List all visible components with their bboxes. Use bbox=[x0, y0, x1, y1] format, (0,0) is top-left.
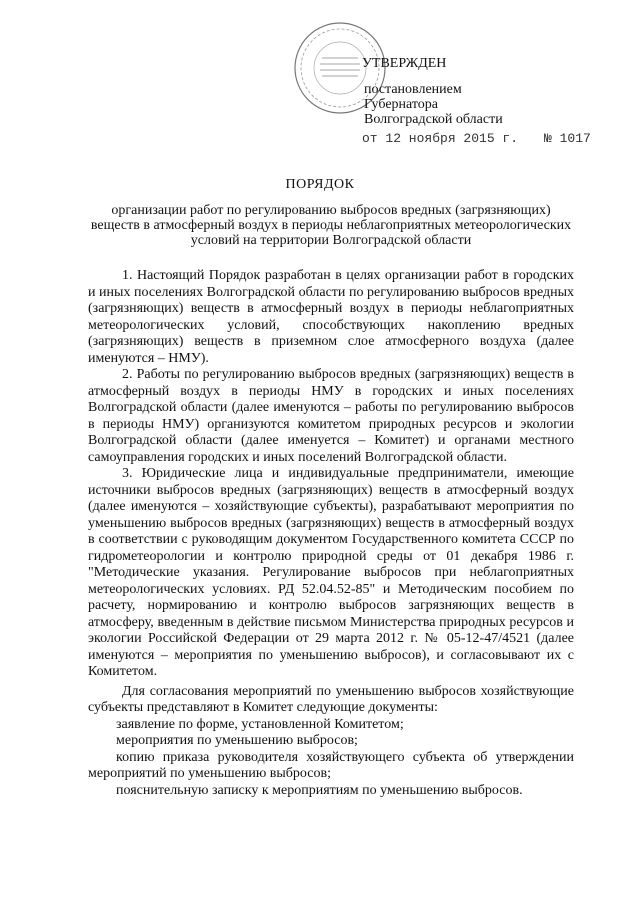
decree-line-3: Волгоградской области bbox=[364, 112, 503, 127]
paragraph: 3. Юридические лица и индивидуальные предприниматели, имеющие источники выбросов вредных (загрязняющих) веществ в атмосферный воздух (далее именуются – хозяйствующие субъекты), разрабатывают мероприятия по уменьшению выбросов вредных (загрязняющих) веществ в атмосферный воздух в соответствии с руководящим документом Государственного комитета СССР по гидрометеорологии и контролю природной среды от 01 декабря 1986 г. "Методические указания. Регулирование выбросов при неблагоприятных метеорологических условиях. РД 52.04.52-85" и Методическим пособием по расчету, нормированию и контролю выбросов загрязняющих веществ в атмосферу, введенным в действие письмом Министерства природных ресурсов и экологии Российской Федерации от 29 марта 2012 г. № 05-12-47/4521 (далее именуются – мероприятия по уменьшению выбросов), и согласовывают их с Комитетом. bbox=[88, 466, 574, 679]
paragraph: Для согласования мероприятий по уменьшению выбросов хозяйствующие субъекты представляют в Комитет следующие документы: bbox=[88, 683, 574, 715]
document-title: ПОРЯДОК bbox=[285, 177, 355, 192]
list-item: мероприятия по уменьшению выбросов; bbox=[116, 733, 358, 748]
list-item: заявление по форме, установленной Комитетом; bbox=[116, 716, 404, 732]
decree-line-2: Губернатора bbox=[364, 97, 439, 112]
paragraph: 1. Настоящий Порядок разработан в целях организации работ в городских и иных поселениях Волгоградской области по регулированию выбросов вредных (загрязняющих) веществ в атмосферный воздух в периоды неблагоприятных метеорологических условий, способствующих накоплению вредных (загрязняющих) веществ в приземном слое атмосферного воздуха (далее именуются – НМУ). bbox=[88, 268, 574, 366]
decree-line-1: постановлением bbox=[364, 82, 462, 97]
decree-date-number bbox=[362, 131, 591, 146]
paragraph: 2. Работы по регулированию выбросов вредных (загрязняющих) веществ в атмосферный воздух в периоды НМУ в городских и иных поселениях Волгоградской области (далее именуются – работы по регулированию выбросов в периоды НМУ) организуются комитетом природных ресурсов и экологии Волгоградской области (далее именуется – Комитет) и органами местного самоуправления городских и иных поселений Волгоградской области. bbox=[88, 367, 574, 465]
document-body bbox=[88, 268, 574, 799]
decree-number: № 1017 bbox=[544, 131, 591, 146]
document-subtitle: организации работ по регулированию выбросов вредных (загрязняющих) веществ в атмосферный воздух в периоды неблагоприятных метеорологических условий на территории Волгоградской области bbox=[90, 203, 572, 248]
decree-date: от 12 ноября 2015 г. bbox=[362, 131, 519, 146]
approved-label: УТВЕРЖДЕН bbox=[362, 56, 447, 71]
list-item: копию приказа руководителя хозяйствующего субъекта об утверждении мероприятий по уменьшению выбросов; bbox=[88, 749, 574, 781]
list-item: пояснительную записку к мероприятиям по уменьшению выбросов. bbox=[116, 782, 523, 798]
